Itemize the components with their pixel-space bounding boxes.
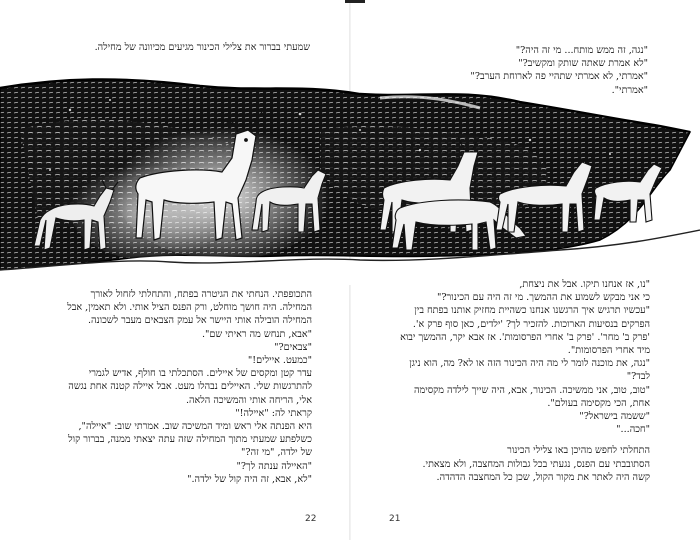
- top-edge-mark: [345, 0, 365, 3]
- deer-illustration: [0, 70, 700, 285]
- text-line: "אמרתי, לא אמרתי שתהיי פה לארוחת הערב?": [470, 71, 648, 83]
- text-line: להתרגשות שלי. האיילים נבהלו מעט. אבל איילה קטנה אחת נגשה: [68, 381, 312, 393]
- text-line: "נגה, את מוכנה לומר לי מה היה הכינור הזה או לא? מה, הוא ניגן: [409, 358, 650, 370]
- left-page-body: [52, 288, 312, 486]
- text-line: "אבא, תנחש מה ראיתי שם".: [201, 328, 312, 340]
- text-line: "אמרתי".: [611, 84, 648, 96]
- text-line: שמעתי בברור את צלילי הכינור מגיעים מכיוונה של מחילה.: [94, 42, 310, 53]
- text-line: התחלתי לחפש מהיכן באו צלילי הכינור: [507, 445, 650, 457]
- text-line: "לא אמרת שאתה שותק ומקשיב?": [518, 58, 648, 70]
- text-line: 'פרק ב' מחר'. 'פרק ב' אחרי הפרסומות'. אז אבא יקר, ההמשך יבוא: [400, 331, 650, 343]
- text-line: המחילה הובילה אותי היישר אל עמק הצבאים מעבר לשכונה.: [87, 315, 312, 327]
- right-page-body: [370, 278, 650, 484]
- text-line: אחת, הכי מקסימה בעולם".: [547, 397, 650, 409]
- text-line: עדר קטן ומקסים של איילים. הסתכלתי בו חולף, אדיש לגמרי: [88, 368, 312, 380]
- text-line: "חכה...": [616, 424, 650, 436]
- text-line: מיד אחרי הפרסומות".: [567, 345, 650, 357]
- left-page-number: 22: [305, 514, 317, 524]
- text-line: "ששמה בישראל?": [579, 411, 650, 423]
- text-line: "נו, אז אנחנו תיקו. אבל את ניצחת,: [519, 279, 650, 290]
- text-line: "לא, אבא, זה היה קול של ילדה.": [187, 473, 312, 485]
- left-page-top-text: [52, 41, 310, 54]
- text-line: כי אני מבקש לשמוע את ההמשך. מי זה היה עם הכינור?": [437, 292, 650, 304]
- text-line: "כמעט. איילים!": [247, 355, 312, 367]
- text-line: המחילה. היה חושך מוחלט, ורק הפנס הציל אותי. ולא תאמין, אבל: [67, 302, 312, 314]
- text-line: כשלפתע שמעתי מתוך המחילה שזה עתה יצאתי ממנה, בברור קול: [68, 434, 312, 446]
- right-page-number: 21: [389, 514, 401, 524]
- text-line: לבד?": [626, 371, 650, 383]
- text-line: "טוב, טוב, אני ממשיכה. הכינור, אבא, היה שייך לילדה מקסימה: [414, 384, 650, 396]
- text-line: קשה היה לאתר את מקור הקול, שכן כל המחצבה הדהדה.: [436, 471, 650, 483]
- text-line: של ילדה, "מי זה?": [241, 447, 312, 459]
- text-line: קראתי לה: "איילה!": [235, 407, 312, 419]
- text-line: "האיילה ענתה לך?": [236, 460, 312, 472]
- text-line: אלי, הריחה אותי והמשיכה הלאה.: [185, 394, 312, 406]
- text-line: היא הפנתה אלי ראש ומיד המשיכה שוב. אמרתי שוב: "איילה",: [78, 421, 312, 433]
- text-line: "נגה, זה ממש מותח... מי זה היה?": [515, 45, 648, 56]
- text-line: "עכשיו תרגיש איך הרגשנו אנחנו כשהיית מחזיק אותנו בפתח בין: [414, 305, 650, 317]
- text-line: "צבאים?": [274, 341, 312, 353]
- text-line: התכופפתי. הנחתי את הגיטרה בפתח, והתחלתי לזחול לאורך: [90, 289, 312, 300]
- text-line: הסתובבתי עם הפנס, נגעתי בכל גבולות המחצבה, ולא מצאתי.: [422, 458, 650, 470]
- text-line: הפרקים בנסיעות הארוכות. להזכיר לך? 'ילדים, כאן סוף פרק א'.: [412, 318, 650, 330]
